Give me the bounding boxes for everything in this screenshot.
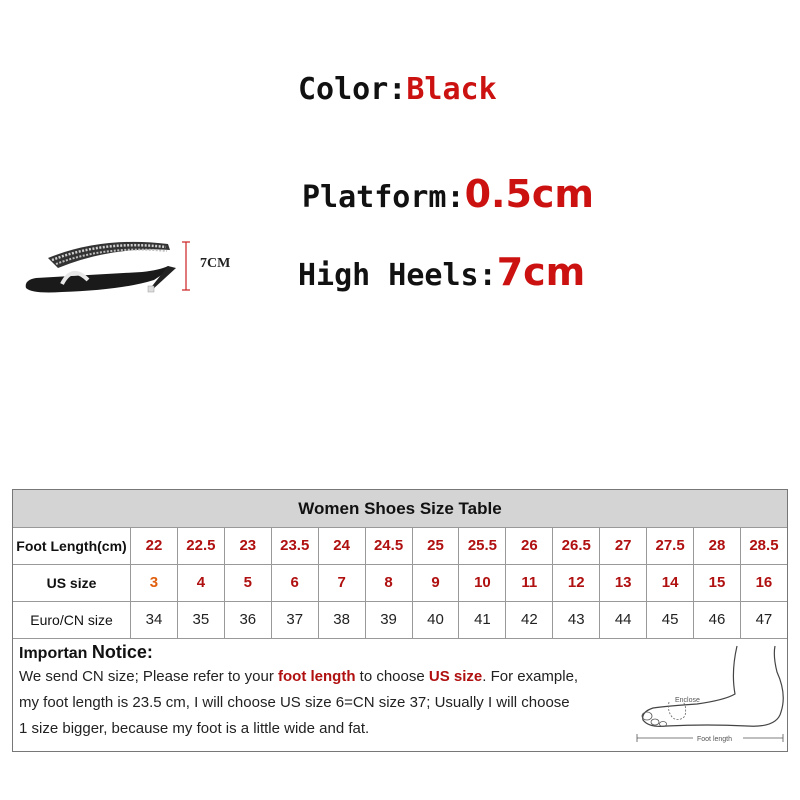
table-cell: 40	[413, 601, 460, 638]
table-cell: 34	[131, 601, 178, 638]
row-label: US size	[13, 564, 131, 601]
size-table	[12, 489, 788, 752]
table-cell: 26	[506, 527, 553, 564]
table-cell: 23	[225, 527, 272, 564]
table-cell: 10	[459, 564, 506, 601]
table-cell: 11	[506, 564, 553, 601]
table-cell: 37	[272, 601, 319, 638]
color-label: Color:	[298, 72, 407, 107]
table-cell: 42	[506, 601, 553, 638]
table-cell: 36	[225, 601, 272, 638]
table-cell: 16	[755, 574, 773, 591]
table-cell: 43	[553, 601, 600, 638]
notice-text: We send CN size; Please refer to your	[19, 668, 278, 685]
table-cell: 27	[600, 527, 647, 564]
table-cell: 7	[319, 564, 366, 601]
table-cell: 45	[647, 601, 694, 638]
color-spec	[298, 72, 497, 107]
platform-spec	[302, 172, 594, 216]
notice-title-part2: Notice:	[91, 642, 153, 662]
platform-value: 0.5cm	[464, 172, 594, 216]
table-cell: 25.5	[459, 527, 506, 564]
table-cell: 8	[366, 564, 413, 601]
notice-line-3: 1 size bigger, because my foot is a little wide and fat.	[19, 720, 370, 737]
table-cell: 25	[413, 527, 460, 564]
table-cell: 46	[694, 601, 741, 638]
notice-line-2: my foot length is 23.5 cm, I will choose US size 6=CN size 37; Usually I will choose	[19, 694, 570, 711]
table-cell: 3	[131, 564, 178, 601]
table-cell: 26.5	[553, 527, 600, 564]
foot-diagram	[627, 642, 785, 746]
color-value: Black	[406, 72, 497, 107]
table-cell: 22	[131, 527, 178, 564]
table-cell: 44	[600, 601, 647, 638]
table-cell: 9	[413, 564, 460, 601]
table-cell: 12	[553, 564, 600, 601]
heels-value: 7cm	[496, 250, 586, 294]
table-cell: 39	[366, 601, 413, 638]
heels-label: High Heels:	[298, 258, 497, 293]
table-cell: 13	[600, 564, 647, 601]
table-cell: 22.5	[178, 527, 225, 564]
notice-highlight: US size	[428, 668, 483, 685]
table-cell: 38	[319, 601, 366, 638]
notice-text: . For example,	[482, 668, 579, 685]
foot-length-label: Foot length	[697, 736, 733, 743]
notice-highlight: foot length	[278, 668, 356, 685]
platform-label: Platform:	[302, 180, 465, 215]
notice-box	[13, 638, 787, 751]
table-cell: 28.5	[749, 537, 779, 554]
enclose-label: Enclose	[675, 697, 700, 704]
notice-text: to choose	[355, 668, 429, 685]
notice-title	[19, 642, 153, 663]
table-cell: 35	[178, 601, 225, 638]
heel-height-marker: 7CM	[200, 256, 231, 271]
table-row-foot-length	[13, 527, 787, 565]
table-row-euro-size	[13, 601, 787, 639]
sandal-image	[22, 228, 190, 298]
table-title: Women Shoes Size Table	[13, 490, 787, 528]
row-label: Foot Length(cm)	[13, 527, 131, 564]
table-cell: 4	[178, 564, 225, 601]
table-cell: 23.5	[272, 527, 319, 564]
table-cell: 28	[694, 527, 741, 564]
table-row-us-size	[13, 564, 787, 602]
table-cell: 6	[272, 564, 319, 601]
table-cell: 41	[459, 601, 506, 638]
table-cell: 15	[694, 564, 741, 601]
notice-title-part1: Importan	[19, 645, 88, 662]
table-cell: 24.5	[366, 527, 413, 564]
table-cell: 47	[755, 611, 773, 628]
table-cell: 27.5	[647, 527, 694, 564]
table-cell: 5	[225, 564, 272, 601]
notice-line-1	[19, 668, 578, 685]
table-cell: 14	[647, 564, 694, 601]
table-cell: 24	[319, 527, 366, 564]
row-label: Euro/CN size	[13, 601, 131, 638]
heels-spec	[298, 250, 585, 294]
